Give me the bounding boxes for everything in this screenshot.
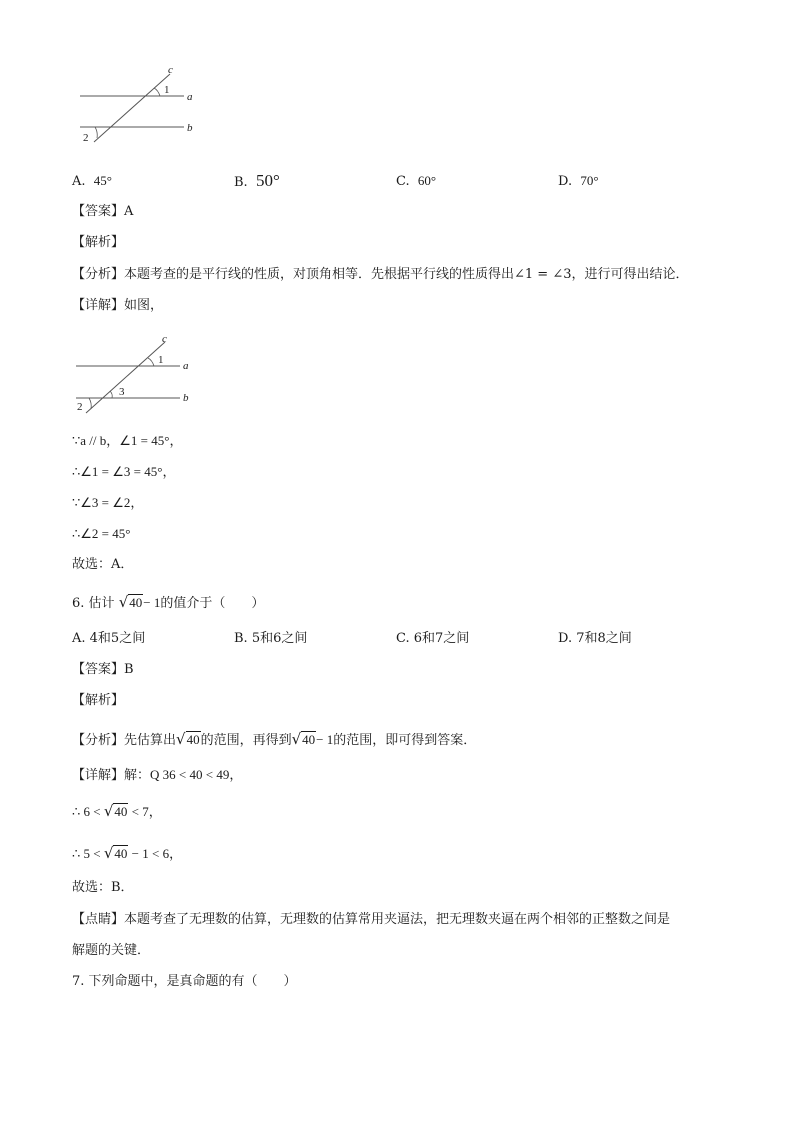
dianjing-text-1: 本题考查了无理数的估算，无理数的估算常用夹逼法，把无理数夹逼在两个相邻的正整数之间是 (124, 912, 671, 927)
answer-tag: 【答案】 (72, 662, 125, 677)
detail-text: 解：Q 36 < 40 < 49， (124, 767, 243, 782)
fenxi-tag: 【分析】 (72, 733, 125, 748)
dianjing-tag: 【点睛】 (72, 912, 125, 927)
q5-option-b-letter: B. (234, 175, 248, 190)
label-a: a (187, 91, 193, 103)
q5-choose: 故选：A． (72, 557, 134, 572)
radical-sign-icon: √ (103, 844, 114, 862)
q5-option-b-value: 50° (255, 171, 280, 190)
q6-stem-sqrt (119, 594, 144, 610)
angle-2-arc (95, 127, 97, 138)
angle-1-arc (148, 358, 154, 366)
q5-step-2: ∴∠1 = ∠3 = 45°， (72, 464, 176, 479)
step2-pre: ∴ 5 < (72, 846, 101, 861)
label-3: 3 (119, 386, 125, 398)
q6-analysis-tag: 【解析】 (72, 693, 125, 708)
q5-option-d-letter: D. (558, 174, 573, 189)
parallel-lines-figure (76, 62, 206, 148)
q6-stem-radicand: 40 (129, 595, 143, 610)
label-2: 2 (77, 401, 83, 413)
q6-option-b: B. 5和6之间 (234, 631, 308, 646)
q6-number: 6. (72, 596, 85, 611)
q5-option-c-letter: C. (396, 174, 410, 189)
fenxi-radicand-1: 40 (186, 732, 200, 747)
step1-pre: ∴ 6 < (72, 804, 101, 819)
q6-option-c: C. 6和7之间 (396, 631, 470, 646)
label-b: b (183, 392, 189, 404)
radical-sign-icon: √ (103, 802, 114, 820)
q6-dianjing-line-1 (72, 913, 670, 926)
step1-sqrt (104, 803, 129, 819)
q5-option-d-value: 70° (580, 173, 599, 188)
q5-option-b (234, 172, 280, 189)
q5-step-4: ∴∠2 = 45° (72, 526, 131, 541)
q6-detail (72, 768, 242, 782)
q5-step-3: ∵∠3 = ∠2， (72, 495, 144, 510)
q5-option-c-value: 60° (417, 173, 437, 188)
detail-tag: 【详解】 (72, 768, 125, 783)
detail-text: 如图， (124, 298, 164, 313)
q5-option-a (72, 174, 112, 188)
label-c: c (162, 334, 167, 345)
label-c: c (168, 64, 173, 76)
q6-choose: 故选：B． (72, 880, 134, 895)
answer-tag: 【答案】 (72, 204, 125, 219)
q5-option-d (558, 174, 599, 188)
q6-option-d: D. 7和8之间 (558, 631, 632, 646)
fenxi-post: − 1的范围，即可得到答案． (316, 732, 477, 747)
fenxi-sqrt-2 (292, 731, 317, 747)
answer-value: B (124, 662, 134, 677)
q5-fenxi (72, 268, 689, 281)
angle-3-arc (110, 391, 112, 398)
fenxi-radicand-2: 40 (302, 732, 316, 747)
fenxi-mid: 的范围，再得到 (200, 733, 292, 748)
q6-step-2 (72, 845, 182, 861)
fenxi-tag: 【分析】 (72, 267, 125, 282)
label-2: 2 (83, 132, 89, 144)
line-c (94, 74, 170, 142)
q6-option-a: A. 4和5之间 (72, 631, 146, 646)
q5-option-c (396, 174, 436, 188)
q6-step-1 (72, 803, 162, 819)
radical-sign-icon: √ (291, 730, 302, 748)
fenxi-pre: 先估算出 (124, 733, 177, 748)
detail-tag: 【详解】 (72, 298, 125, 313)
q5-option-a-value: 45° (93, 173, 112, 188)
q6-answer (72, 663, 134, 676)
label-a: a (183, 360, 189, 372)
q5-step-1: ∵a // b，∠1 = 45°， (72, 433, 183, 448)
line-c (86, 342, 165, 413)
step1-radicand: 40 (114, 804, 128, 819)
q6-stem-post: − 1的值介于（ ） (143, 595, 265, 610)
q5-detail (72, 299, 163, 312)
radical-sign-icon: √ (118, 593, 129, 611)
q6-dianjing-line-2: 解题的关键． (72, 943, 151, 958)
label-1: 1 (164, 84, 170, 96)
radical-sign-icon: √ (176, 730, 186, 748)
fenxi-text: 本题考查的是平行线的性质，对顶角相等．先根据平行线的性质得出∠1 = ∠3，进行可得出结论． (124, 267, 689, 282)
q6-stem (72, 594, 264, 610)
q5-analysis-tag: 【解析】 (72, 235, 125, 250)
q6-fenxi (72, 731, 476, 747)
label-b: b (187, 122, 193, 134)
q5-option-a-letter: A. (72, 174, 86, 189)
step2-sqrt (104, 845, 129, 861)
q6-stem-pre: 估计 (88, 596, 115, 611)
step2-post: − 1 < 6， (131, 846, 183, 861)
angle-2-arc (89, 398, 91, 409)
q5-answer (72, 205, 133, 218)
angle-1-arc (154, 88, 160, 96)
answer-value: A (124, 204, 134, 219)
q7-stem: 7. 下列命题中，是真命题的有（ ） (72, 974, 297, 989)
fenxi-sqrt-1 (176, 731, 201, 747)
step2-radicand: 40 (114, 846, 128, 861)
step1-post: < 7， (131, 804, 162, 819)
label-1: 1 (158, 354, 164, 366)
parallel-lines-figure-with-angle-3 (72, 334, 202, 414)
